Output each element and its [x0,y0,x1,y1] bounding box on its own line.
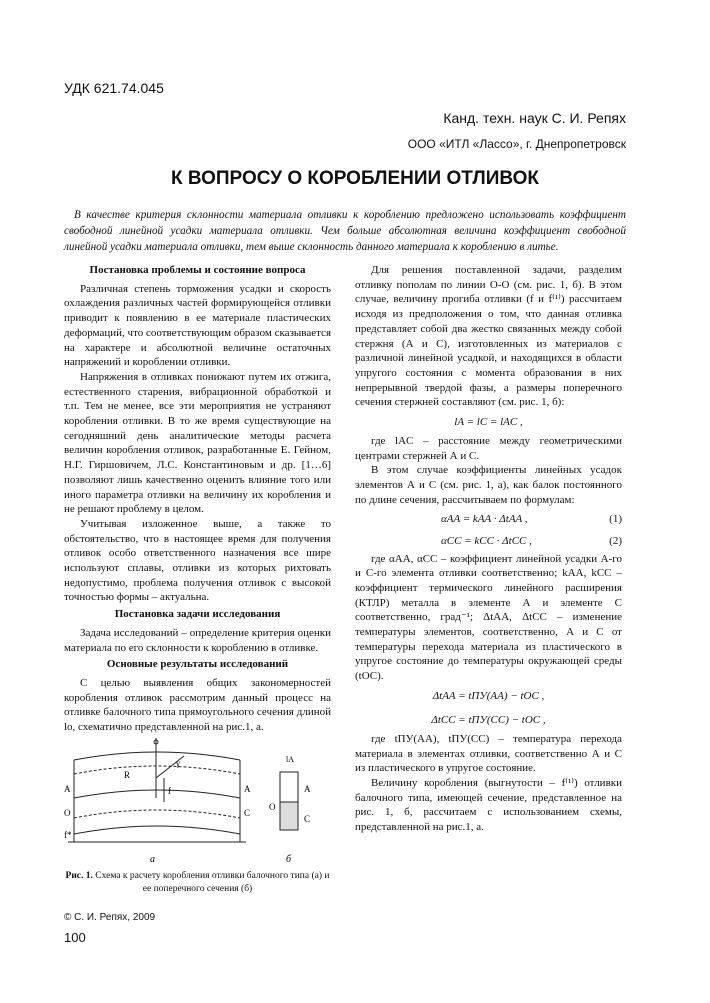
label-la: lA [286,755,294,764]
label-c-right: C [244,808,251,818]
figure-1-diagram [64,738,326,878]
formula-dimensions: lA = lC = lAC , [454,416,523,429]
figure-label-a: а [150,854,155,865]
label-f-star: f* [64,830,72,840]
paragraph: В этом случае коэффициенты линейных усадок элементов А и С (см. рис. 1, а), как балок постоянного по длине сечения, рассчитываем по формулам: [355,464,622,506]
equation-1-number: (1) [609,512,622,525]
paragraph: Различная степень торможения усадки и скорость охлаждения различных частей формирующейся отливки приводит к появлению в ее материале пластических деформаций, что соответствующим образом сказывается на характере и абсолютной величине остаточных напряжений и короблении отливки. [64,282,331,369]
abstract [64,207,626,255]
equation-1 [355,508,622,530]
label-a-right: A [244,784,251,794]
paragraph: где αAA, αCC – коэффициент линейной усадки А-го и С-го элемента отливки соответственно; kAA, kCC – коэффициент термического линейного расширения (КТЛР) металла в элементе А и элементе С соответственно, град⁻¹; ΔtAA, ΔtCC – изменение температуры элементов, соответственно, А и С от температуры перехода материала из пластического в упругое состояние до температуры окружающей среды (tОС). [355,552,622,683]
section-heading: Основные результаты исследований [106,658,289,671]
formula-delta-a: ΔtAA = tПУ(AA) − tОС , [432,689,545,702]
paragraph: где tПУ(AA), tПУ(CC) – температура перехода материала в элементах отливки, соответственно А и С из пластического в упругое состояние. [355,732,622,775]
author: Канд. техн. наук С. И. Репях [443,110,626,126]
equation-2-number: (2) [609,534,622,547]
label-a-section: A [304,784,311,794]
paragraph: С целью выявления общих закономерностей коробления отливок рассмотрим данный процесс на отливке балочного типа прямоугольного сечения длиной lо, схематично представленной на рис.1, а. [64,676,331,734]
copyright: © С. И. Репях, 2009 [64,912,156,923]
paragraph: Величину коробления (выгнутости – f⁽¹⁾) отливки балочного типа, имеющей сечение, представленное на рис. 1, б, рассчитаем с использованием схемы, представленной на рис.1, а. [355,776,622,834]
paragraph: где lAC – расстояние между геометрическими центрами стержней А и С. [355,435,622,462]
left-column [64,263,331,735]
caption-text: Схема к расчету коробления отливки балочного типа (а) и ее поперечного сечения (б) [95,871,330,894]
section-heading: Постановка проблемы и состояние вопроса [89,264,306,276]
udk-code: УДК 621.74.045 [64,80,164,96]
paragraph: Напряжения в отливках понижают путем их отжига, естественного старения, вибрационной обработкой и т.п. Тем не менее, все эти мероприятия не устраняют коробления отливки. В то же время существующие на сегодняшний день аналитические методы расчета величин коробления отливок, разработанные Е. Гейном, Н.Г. Гиршовичем, Л.С. Константиновым и др. [1…6] позволяют лишь качественно оценить влияние того или иного параметра отливки на величину их коробления и не решают проблему в целом. [64,370,331,516]
figure-caption [64,870,331,896]
page-number: 100 [64,930,86,945]
equation-2-body: αCC = kCC · ΔtCC , [441,534,532,547]
equation-2 [355,530,622,552]
label-c-section: C [304,814,311,824]
organization: ООО «ИТЛ «Лассо», г. Днепропетровск [407,137,626,151]
label-a-left: A [64,784,71,794]
label-o-left: О [64,808,71,818]
right-column [355,263,622,835]
abstract-text: В качестве критерия склонности материала отливки к короблению предложено использовать коэффициент свободной линейной усадки материала отливки. Чем больше абсолютная величина коэффициент свободной линейной усадки материала отливки, тем выше склонность данного материала к короблению в литье. [64,209,626,253]
figure-label-b: б [286,854,292,865]
article-title: К ВОПРОСУ О КОРОБЛЕНИИ ОТЛИВОК [171,168,539,189]
label-o-section: О [269,802,276,812]
label-f: f [168,786,171,796]
paragraph: Задача исследований – определение критерия оценки материала по его склонности к короблению в отливке. [64,626,331,654]
label-radius: R [124,770,131,780]
formula-delta-c: ΔtCC = tПУ(CC) − tОС , [431,713,546,726]
section-heading: Постановка задачи исследования [114,608,281,621]
paragraph: Для решения поставленной задачи, разделим отливку пополам по линии О-О (см. рис. 1, б). В этом случае, величину прогиба отливки (f и f⁽¹⁾) рассчитаем исходя из предположения о том, что данная отливка представляет собой два жестко связанных между собой стержня (А и С), изготовленных из материалов с различной линейной усадкой, и находящихся в области упругого состояния с момента образования в них непрерывной твердой фазы, а размеры поперечного сечения стержней составляют (см. рис. 1, б): [355,264,622,409]
equation-1-body: αAA = kAA · ΔtAA , [441,512,528,525]
caption-number: Рис. 1. [65,871,93,881]
paragraph: Учитывая изложенное выше, а также то обстоятельство, что в настоящее время для получения отливок особо ответственного назначения все шире используют сплавы, отливки из которых рихтовать недопустимо, проблема получения отливок с высокой точностью формы – актуальна. [64,517,331,604]
label-gamma: γ [176,758,180,768]
